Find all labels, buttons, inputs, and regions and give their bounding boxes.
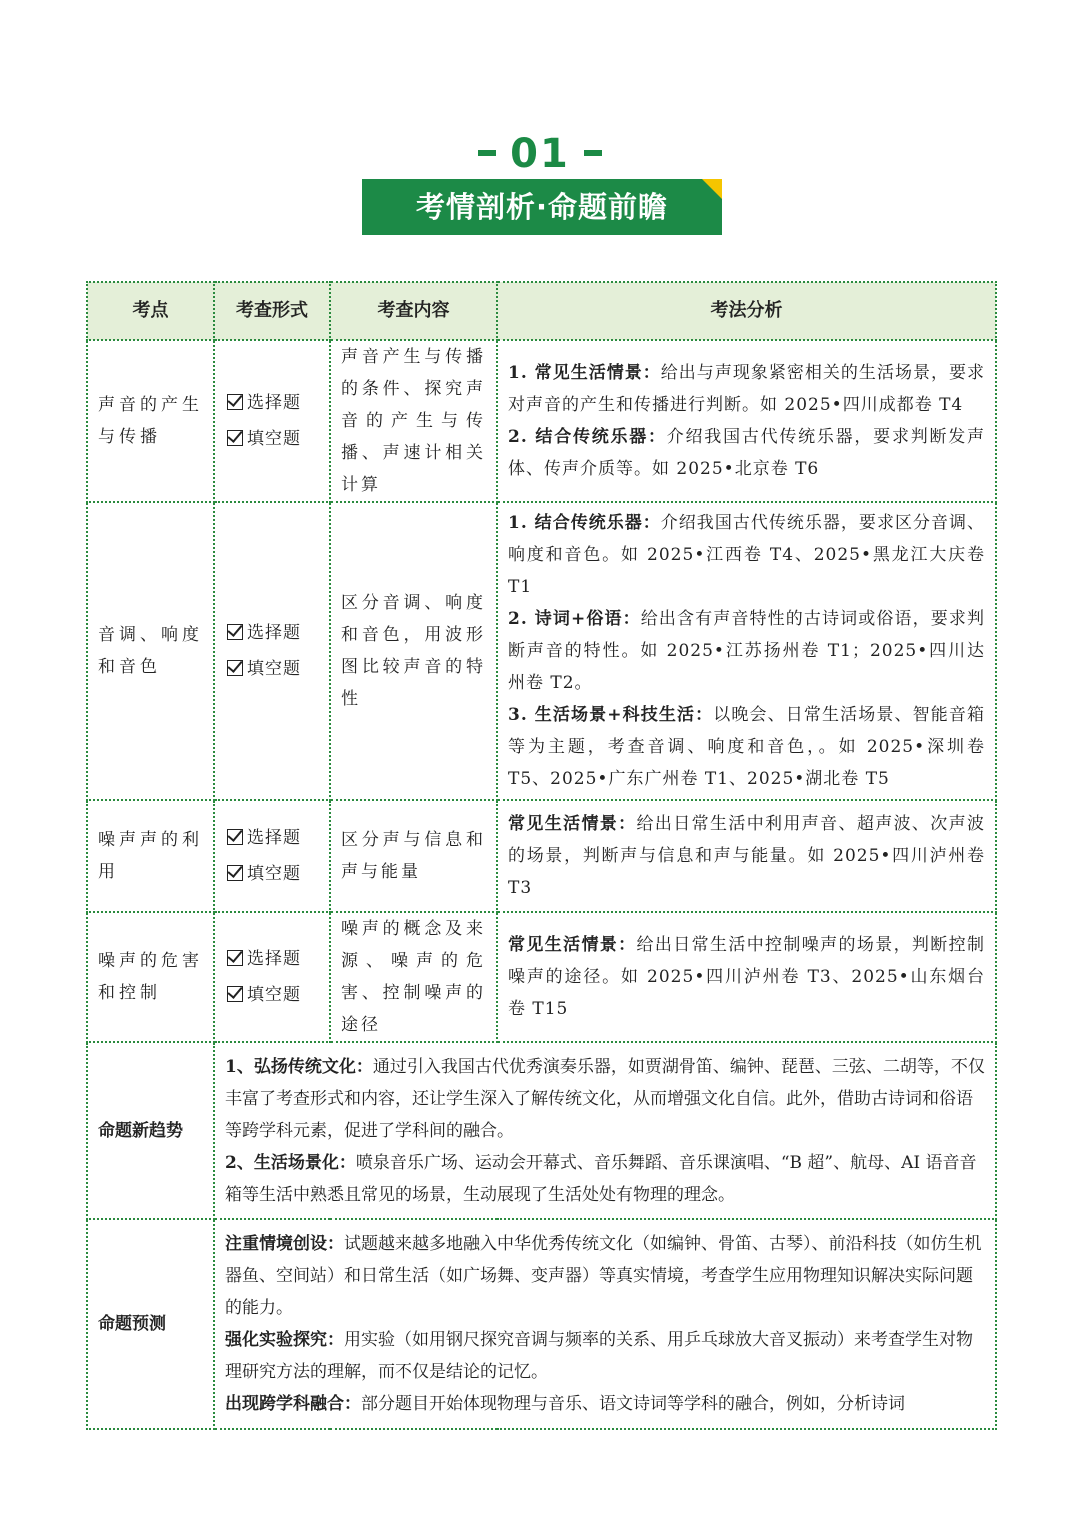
form-item [225, 421, 319, 457]
analysis-lead: 常见生活情景： [508, 935, 637, 955]
column-header: 考查内容 [330, 282, 497, 340]
prediction-lead: 强化实验探究： [225, 1330, 344, 1350]
table-row [87, 502, 996, 800]
form-item [225, 856, 319, 892]
form-label: 选择题 [247, 623, 301, 643]
prediction-content [214, 1219, 996, 1429]
trend-row [87, 1042, 996, 1219]
analysis-text: 介绍我国古代传统乐器，要求判断发声体、传声介质等。如 2025•北京卷 T6 [508, 427, 985, 479]
prediction-text: 部分题目开始体现物理与音乐、语文诗词等学科的融合，例如，分析诗词 [361, 1394, 905, 1414]
form-label: 填空题 [247, 429, 301, 449]
analysis-cell [497, 340, 996, 502]
prediction-label: 命题预测 [87, 1219, 214, 1429]
content-cell: 声音产生与传播的条件、探究声音的产生与传播、声速计相关计算 [330, 340, 497, 502]
checkbox-checked-icon [227, 660, 243, 676]
content-cell: 噪声的概念及来源、噪声的危害、控制噪声的途径 [330, 912, 497, 1042]
trend-lead: 2、生活场景化： [225, 1152, 356, 1173]
analysis-item [508, 808, 985, 904]
trend-label: 命题新趋势 [87, 1042, 214, 1219]
table-row [87, 340, 996, 502]
topic-cell: 音调、响度和音色 [87, 502, 214, 800]
analysis-item [508, 357, 985, 421]
checkbox-checked-icon [227, 624, 243, 640]
prediction-text: 用实验（如用钢尺探究音调与频率的关系、用乒乓球放大音叉振动）来考查学生对物理研究方法的理解，而不仅是结论的记忆。 [225, 1330, 973, 1382]
trend-item [225, 1051, 985, 1147]
form-item [225, 941, 319, 977]
prediction-row [87, 1219, 996, 1429]
analysis-cell [497, 800, 996, 912]
column-header: 考点 [87, 282, 214, 340]
prediction-item [225, 1324, 985, 1388]
analysis-text: 给出含有声音特性的古诗词或俗语，要求判断声音的特性。如 2025•江苏扬州卷 T1；2025•四川达州卷 T2。 [508, 609, 985, 693]
trend-content [214, 1042, 996, 1219]
form-label: 选择题 [247, 949, 301, 969]
analysis-item [508, 603, 985, 699]
table-row [87, 912, 996, 1042]
content-cell: 区分声与信息和声与能量 [330, 800, 497, 912]
trend-lead: 1、弘扬传统文化： [225, 1056, 373, 1077]
checkbox-checked-icon [227, 865, 243, 881]
analysis-lead: 3. 生活场景+科技生活： [508, 705, 714, 725]
topic-cell: 噪声声的利用 [87, 800, 214, 912]
analysis-item [508, 421, 985, 485]
form-label: 填空题 [247, 985, 301, 1005]
analysis-text: 给出日常生活中利用声音、超声波、次声波的场景，判断声与信息和声与能量。如 2025•四川泸州卷 T3 [508, 814, 986, 898]
column-header: 考查形式 [214, 282, 330, 340]
analysis-item [508, 699, 985, 795]
trend-text: 喷泉音乐广场、运动会开幕式、音乐舞蹈、音乐课演唱、“B 超”、航母、AI 语音音箱等生活中熟悉且常见的场景，生动展现了生活处处有物理的理念。 [225, 1152, 977, 1205]
section-number [0, 130, 1080, 178]
form-label: 选择题 [247, 393, 301, 413]
analysis-text: 给出与声现象紧密相关的生活场景，要求对声音的产生和传播进行判断。如 2025•四川成都卷 T4 [508, 363, 986, 415]
checkbox-checked-icon [227, 986, 243, 1002]
form-item [225, 820, 319, 856]
analysis-lead: 2. 结合传统乐器： [508, 427, 667, 447]
analysis-lead: 2. 诗词+俗语： [508, 609, 641, 629]
analysis-text: 给出日常生活中控制噪声的场景，判断控制噪声的途径。如 2025•四川泸州卷 T3、2025•山东烟台卷 T15 [508, 935, 986, 1019]
form-cell [214, 340, 330, 502]
table-row [87, 800, 996, 912]
analysis-lead: 1. 结合传统乐器： [508, 513, 661, 533]
form-item [225, 977, 319, 1013]
analysis-table [86, 281, 997, 1430]
banner-title: 考情剖析·命题前瞻 [415, 190, 669, 224]
analysis-cell [497, 912, 996, 1042]
topic-cell: 噪声的危害和控制 [87, 912, 214, 1042]
dash-right [584, 150, 602, 156]
prediction-lead: 注重情境创设： [225, 1234, 344, 1254]
analysis-item [508, 507, 985, 603]
analysis-lead: 常见生活情景： [508, 814, 637, 834]
form-label: 选择题 [247, 828, 301, 848]
banner-corner-icon [702, 179, 722, 199]
prediction-item [225, 1388, 985, 1420]
form-cell [214, 502, 330, 800]
form-cell [214, 912, 330, 1042]
form-cell [214, 800, 330, 912]
trend-text: 通过引入我国古代优秀演奏乐器，如贾湖骨笛、编钟、琵琶、三弦、二胡等，不仅丰富了考查形式和内容，还让学生深入了解传统文化，从而增强文化自信。此外，借助古诗词和俗语等跨学科元素，促进了学科间的融合。 [225, 1056, 985, 1141]
section-header [0, 130, 1080, 178]
title-banner [362, 179, 722, 235]
prediction-lead: 出现跨学科融合： [225, 1394, 361, 1414]
form-item [225, 615, 319, 651]
form-label: 填空题 [247, 864, 301, 884]
analysis-text: 以晚会、日常生活场景、智能音箱等为主题，考查音调、响度和音色，。如 2025•深圳卷 T5、2025•广东广州卷 T1、2025•湖北卷 T5 [508, 705, 985, 789]
prediction-text: 试题越来越多地融入中华优秀传统文化（如编钟、骨笛、古琴）、前沿科技（如仿生机器鱼、空间站）和日常生活（如广场舞、变声器）等真实情境，考查学生应用物理知识解决实际问题的能力。 [225, 1234, 982, 1318]
topic-cell: 声音的产生与传播 [87, 340, 214, 502]
analysis-lead: 1. 常见生活情景： [508, 363, 661, 383]
checkbox-checked-icon [227, 829, 243, 845]
form-label: 填空题 [247, 659, 301, 679]
checkbox-checked-icon [227, 430, 243, 446]
section-number-text: 01 [510, 131, 570, 177]
checkbox-checked-icon [227, 950, 243, 966]
analysis-text: 介绍我国古代传统乐器，要求区分音调、响度和音色。如 2025•江西卷 T4、2025•黑龙江大庆卷 T1 [508, 513, 986, 597]
analysis-cell [497, 502, 996, 800]
content-cell: 区分音调、响度和音色，用波形图比较声音的特性 [330, 502, 497, 800]
analysis-item [508, 929, 985, 1025]
trend-item [225, 1147, 985, 1211]
form-item [225, 651, 319, 687]
form-item [225, 385, 319, 421]
dash-left [478, 150, 496, 156]
column-header: 考法分析 [497, 282, 996, 340]
checkbox-checked-icon [227, 394, 243, 410]
prediction-item [225, 1228, 985, 1324]
table-header-row [87, 282, 996, 340]
